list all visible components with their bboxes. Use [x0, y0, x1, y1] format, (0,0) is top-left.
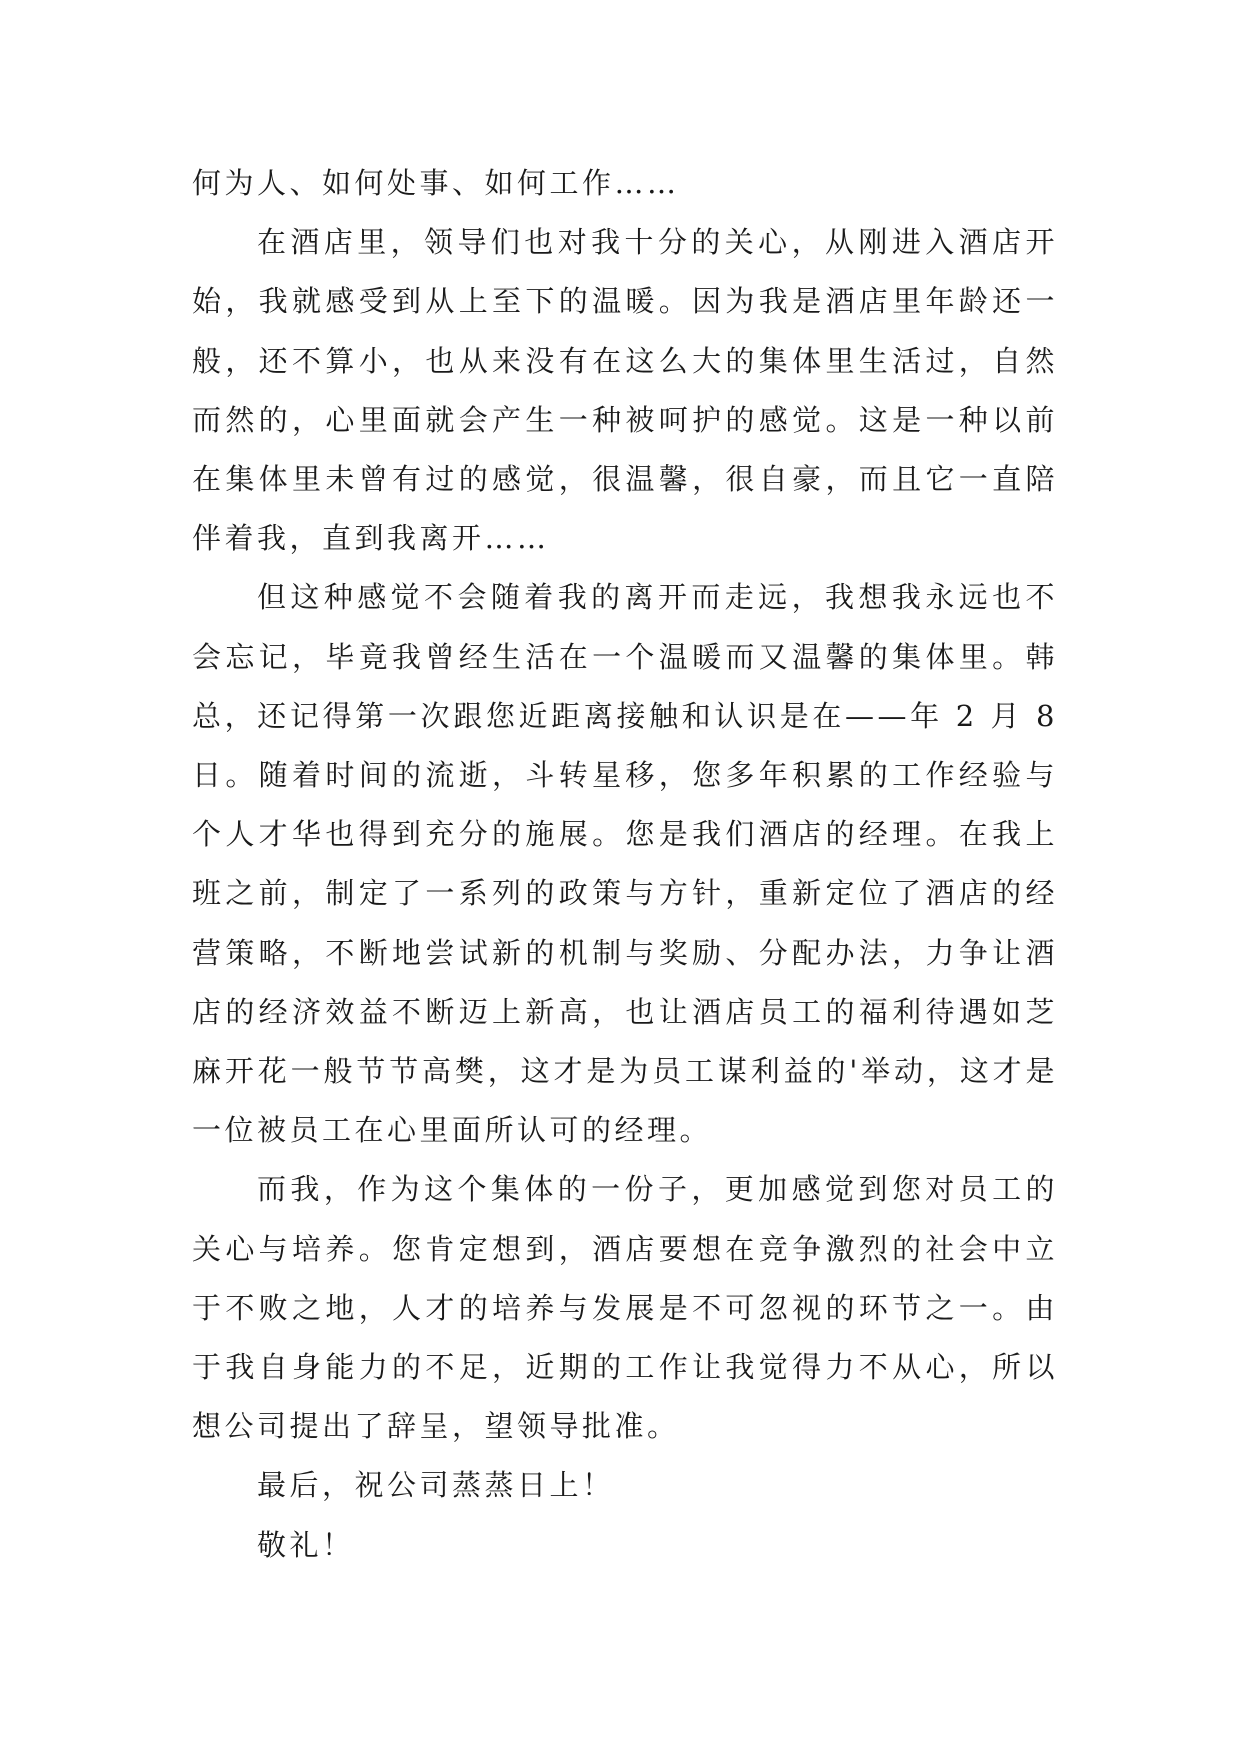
letter-body — [192, 154, 1058, 1575]
paragraph-hotel-care: 在酒店里，领导们也对我十分的关心，从刚进入酒店开始，我就感受到从上至下的温暖。因为我是酒店里年龄还一般，还不算小，也从来没有在这么大的集体里生活过，自然而然的，心里面就会产生一种被呵护的感觉。这是一种以前在集体里未曾有过的感觉，很温馨，很自豪，而且它一直陪伴着我，直到我离开…… — [192, 225, 1058, 556]
paragraph-manager-praise: 但这种感觉不会随着我的离开而走远，我想我永远也不会忘记，毕竟我曾经生活在一个温暖而又温馨的集体里。韩总，还记得第一次跟您近距离接触和认识是在——年 2 月 8 日。随着时间的流逝，斗转星移，您多年积累的工作经验与个人才华也得到充分的施展。您是我们酒店的经理。在我上班之前，制定了一系列的政策与方针，重新定位了酒店的经营策略，不断地尝试新的机制与奖励、分配办法，力争让酒店的经济效益不断迈上新高，也让酒店员工的福利待遇如芝麻开花一般节节高樊，这才是为员工谋利益的'举动，这才是一位被员工在心里面所认可的经理。 — [192, 580, 1058, 1148]
paragraph-continuation: 何为人、如何处事、如何工作…… — [192, 166, 680, 200]
paragraph-salutation: 敬礼！ — [257, 1527, 355, 1562]
paragraph-closing-wish: 最后，祝公司蒸蒸日上！ — [257, 1468, 615, 1503]
paragraph-resignation-reason: 而我，作为这个集体的一份子，更加感觉到您对员工的关心与培养。您肯定想到，酒店要想在竞争激烈的社会中立于不败之地，人才的培养与发展是不可忽视的环节之一。由于我自身能力的不足，近期的工作让我觉得力不从心，所以想公司提出了辞呈，望领导批准。 — [192, 1172, 1058, 1444]
